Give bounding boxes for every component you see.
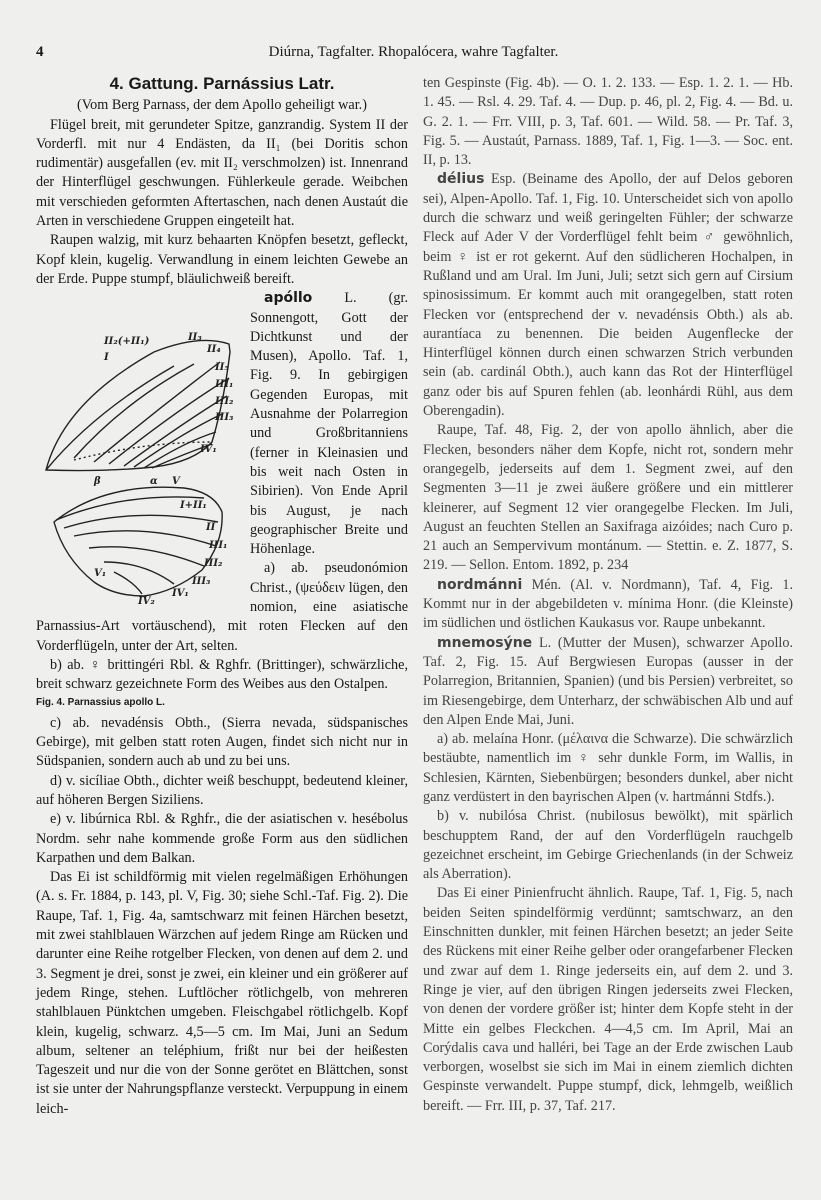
delius-larva: Raupe, Taf. 48, Fig. 2, der von apollo ähnlich, aber die Flecken, besonders näher dem Kopfe, nicht rot, sondern mehr orangegelb, jederseits auf dem 1. Segment zwei, auf den Segmenten 3—11 je zwei äußere größere und ein mittlerer kleinerer, auf Segment 12 vier orangegelbe Flecken. Im Juli, August an feuchten Stellen an Saxifraga aizóides; nach Curo p. 21 auch an Sempervivum montánum. — Stettin. e. Z. 1877, S. 219. — Sellon. Entom. 1892, p. 234 xyxy=(423,422,793,574)
genus-larva-description: Raupen walzig, mit kurz behaarten Knöpfen besetzt, gefleckt, Kopf klein, kugelig. Verwandlung in einem leichten Gewebe an der Erde. Puppe stumpf, bläulichweiß bereift. xyxy=(36,232,408,287)
vein-label: β xyxy=(94,476,101,488)
apollo-v-liburnica: e) v. libúrnica Rbl. & Rghfr., die der asiatischen v. hesébolus Nordm. sehr nahe kommende große Form aus den südlichen Karpathen und dem Balkan. xyxy=(36,811,408,866)
apollo-ab-pseudonomion: a) ab. pseudonómion Christ., (ψεύδειν lügen, den nomion, eine asiatische Parnassius-Art vortäuschend), mit roten Flecken auf den Vorderflügeln, unter der Art, selten. xyxy=(36,560,408,654)
vein-label: V xyxy=(172,476,180,488)
left-column xyxy=(36,74,408,1119)
species-name: mnemosýne xyxy=(437,634,533,651)
vein-label: II₃ xyxy=(188,332,202,344)
genus-description: Flügel breit, mit gerundeter Spitze, ganzrandig. System II der Vorderfl. mit nur 4 Endästen, da II₁ (bei Doritis schon rudimentär) ausgefallen (ev. mit II₂ verschmolzen) ist. Innenrand der Hinterflügel geschwungen. Fühlerkeule gerade. Weibchen mit verschieden geformten Aftertaschen, nach denen Austaút die Arten in verschiedene Gruppen eingeteilt hat. xyxy=(36,116,408,230)
species-name: nordmánni xyxy=(437,576,523,593)
apollo-egg-larva: Das Ei ist schildförmig mit vielen regelmäßigen Erhöhungen (A. s. Fr. 1884, p. 143, pl. V, Fig. 30; siehe Schl.-Taf. Fig. 2). Die Raupe, Taf. 1, Fig. 4a, samtschwarz mit feinen Härchen besetzt, mit zwei stahlblauen Wärzchen auf jedem Ringe am Rücken und darunter eine Reihe rotgelber Flecken, von denen auf dem 2. und 3. Segment je drei, sonst je zwei, ein kleiner und ein größerer auf jedem Ringe, stehen. Luftlöcher rötlichgelb, von mehreren stahlblauen Pünktchen umgeben. Fleischgabel rötlichgelb. Kopf klein, kugelig, schwarz. 4,5—5 cm. Im Mai, Juni an Sedum album, seltener an teléphium, frißt nur bei der heißesten Tageszeit und nur die von der Sonne gerötet en Blättchen, sonst ist sie unter der Nahrungspflanze versteckt. Verpuppung in einem leich- xyxy=(36,869,408,1117)
apollo-ab-nevadensis: c) ab. nevadénsis Obth., (Sierra nevada, südspanisches Gebirge), mit gelben statt roten Augen, findet sich nicht nur in Südspanien, sondern auch ab und zu bei uns. xyxy=(36,714,408,770)
vein-label: II₅ xyxy=(215,362,229,374)
vein-label: IV₁ xyxy=(200,444,217,456)
wing-diagram xyxy=(34,292,244,610)
species-name: apóllo xyxy=(264,290,313,307)
genus-subtitle: (Vom Berg Parnass, der dem Apollo geheiligt war.) xyxy=(77,97,367,114)
mnemosyne-v-nubilosa: b) v. nubilósa Christ. (nubilosus bewölkt), mit spärlich beschupptem Rand, der auf den Vorderflügeln rauchgelb gezeichnet erscheint, im Gebirge Griechenlands (in der Schweiz als Aberration). xyxy=(423,808,793,883)
vein-label: V₁ xyxy=(94,568,107,580)
vein-label: II₂(+II₁) xyxy=(104,336,150,348)
right-column xyxy=(423,74,793,1116)
vein-label: III₁ xyxy=(209,540,228,552)
vein-label: III₁ xyxy=(215,379,234,391)
apollo-v-siciliae: d) v. sicíliae Obth., dichter weiß beschuppt, bedeutend kleiner, auf höheren Bergen Siziliens. xyxy=(36,772,408,808)
apollo-ab-brittingeri: b) ab. ♀ brittingéri Rbl. & Rghfr. (Brittinger), schwärzliche, breit schwarz gezeichnete Form des Weibes aus den Ostalpen. xyxy=(36,656,408,693)
vein-label: IV₂ xyxy=(138,596,155,608)
vein-label: II xyxy=(206,522,216,534)
vein-label: III₃ xyxy=(192,576,211,588)
vein-label: III₃ xyxy=(215,412,234,424)
species-nordmanni: nordmánni Mén. (Al. v. Nordmann), Taf. 4, Fig. 1. Kommt nur in der abgebildeten v. mínima Honr. (die Kleinste) im südlichen und östlichen Kaukasus vor. Raupe unbekannt. xyxy=(423,576,794,632)
vein-label: III₂ xyxy=(204,558,223,570)
species-delius: délius Esp. (Beiname des Apollo, der auf Delos geboren sei), Alpen-Apollo. Taf. 1, Fig. 10. Unterscheidet sich von apollo durch die schwarz und weiß geringelten Fühler; der schwarze Fleck auf Ader V der Vorderflügel fehlt beim ♂ gewöhnlich, beim ♀ ist er rot gekernt. Auf den südlicheren Hochalpen, in Rußland und am Ural. Im Juni, Juli; setzt sich gern auf Cirsium spinosissimum. Er kommt auch mit orangegelben, statt roten Flecken vor (entsprechend der v. nevadénsis Obth.) als ab. aurantíaca zu benennen. Die beiden Augenflecke der Hinterflügel können durch einen schwarzen Strich verbunden sein (ab. cardinál Obth.), auch kann das Rot der Hinterflügel ganz oder bis auf Spuren fehlen (ab. leonhárdi Rühl, aus dem Oberengadin). xyxy=(423,171,793,420)
species-mnemosyne: mnemosýne L. (Mutter der Musen), schwarzer Apollo. Taf. 2, Fig. 15. Auf Bergwiesen Europas (ausser in der Polarregion, Britannien, Spanien) (und bis Persien) verbreitet, so im Riesengebirge, dem Unterharz, der schwäbischen Alb und auf den Alpen Ende Mai, Juni. xyxy=(423,634,793,728)
vein-label: II₄ xyxy=(207,344,221,356)
running-title: Diúrna, Tagfalter. Rhopalócera, wahre Tagfalter. xyxy=(268,44,559,60)
wing-venation-figure xyxy=(34,292,244,610)
genus-title: 4. Gattung. Parnássius Latr. xyxy=(109,74,335,93)
vein-label: I+II₁ xyxy=(180,500,207,512)
mnemosyne-ab-melaina: a) ab. melaína Honr. (μέλαινα die Schwarze). Die schwärzlich bestäubte, namentlich im ♀ sehr dunkle Form, im Wallis, in Schlesien, Kärnten, Siebenbürgen; besonders dunkel, aber nicht ganz verdüstert in den bayrischen Alpen (v. hartmánni Stdfs.). xyxy=(423,731,793,805)
species-name: délius xyxy=(437,171,485,188)
mnemosyne-egg-larva: Das Ei einer Pinienfrucht ähnlich. Raupe, Taf. 1, Fig. 5, nach beiden Seiten spindelförmig verdünnt; samtschwarz, an den Einschnitten dunkler, mit feinen Härchen besetzt; an jeder Seite des Rückens mit einer Reihe gelber oder orangefarbener Flecken und zwar auf dem 1. Ringe jederseits ein, auf dem 2. und 3. Ringe je vier, auf den übrigen Ringen jederseits zwei Flecken, von denen der vordere größer ist; hinter dem Kopfe steht in der Mitte ein gelbes Fleckchen. 4—4,5 cm. Im April, Mai an Corýdalis cava und halléri, bei Tage an der Erde zwischen Laub verborgen, woselbst sie sich im Mai in einem ziemlich dichten Gespinste verwandelt. Puppe stumpf, dick, lehmgelb, weißlich bereift. — Frr. III, p. 37, Taf. 217. xyxy=(423,885,793,1114)
apollo-references: ten Gespinste (Fig. 4b). — O. 1. 2. 133. — Esp. 1. 2. 1. — Hb. 1. 45. — Rsl. 4. 29. Taf. 4. — Dup. p. 46, pl. 2, Fig. 4. — Bd. u. G. 2. 1. — Frr. VIII, p. 3, Taf. 601. — Wild. 58. — Pr. Taf. 3, Fig. 5. — Austaút, Parnass. 1889, Taf. 1, Fig. 1—3. — Soc. ent. II, p. 13. xyxy=(423,75,793,169)
figure-caption: Fig. 4. Parnassius apollo L. xyxy=(36,696,165,708)
vein-label: IV₁ xyxy=(172,588,189,600)
running-header xyxy=(36,44,791,66)
species-apollo: apóllo L. (gr. Sonnengott, Gott der Dichtkunst und der Musen), Apollo. Taf. 1, Fig. 9. In gebirgigen Gegenden Europas, mit Ausnahme der Polarregion und Großbritanniens (ferner in Kleinasien und bis weit nach Osten in Sibirien). Von Ende April bis August, je nach geographischer Breite und Höhenlage. xyxy=(250,290,408,558)
page-number: 4 xyxy=(36,44,44,60)
vein-label: III₂ xyxy=(215,396,234,408)
vein-label: I xyxy=(104,352,109,364)
vein-label: α xyxy=(150,476,158,488)
